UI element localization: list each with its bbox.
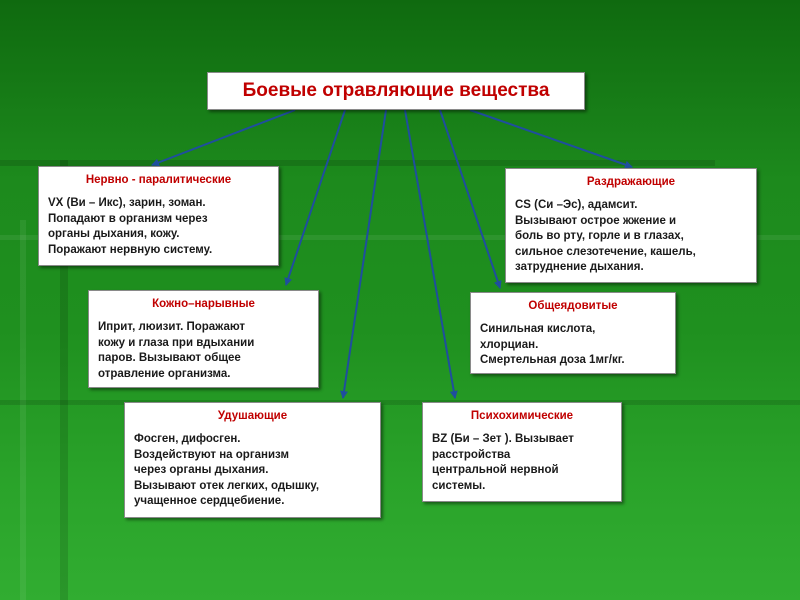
- category-heading: Общеядовитые: [528, 300, 618, 312]
- category-heading: Удушающие: [217, 410, 288, 422]
- main-title-box: [207, 72, 585, 110]
- category-box-blood-agent: [470, 292, 676, 374]
- arrow-to-irritant: [470, 110, 632, 167]
- category-description: CS (Си –Эс), адамсит. Вызывают острое жжение и боль во рту, горле и в глазах, сильное слезотечение, кашель, затруднение дыхания.: [515, 199, 696, 273]
- main-title: Боевые отравляющие вещества: [242, 80, 550, 101]
- category-description: Фосген, дифосген. Воздействуют на организм через органы дыхания. Вызывают отек легких, одышку, учащенное сердцебиение.: [134, 433, 320, 507]
- arrow-to-blister: [286, 110, 345, 285]
- arrow-to-psychochemical: [405, 110, 455, 398]
- category-box-nerve-paralytic: [38, 166, 279, 266]
- category-heading: Психохимические: [470, 410, 574, 422]
- category-box-blister: [88, 290, 319, 388]
- arrow-to-blood-agent: [440, 110, 500, 288]
- category-heading: Раздражающие: [586, 176, 676, 188]
- arrow-to-choking: [343, 110, 386, 398]
- category-heading: Кожно–нарывные: [152, 298, 255, 310]
- category-box-psychochemical: [422, 402, 622, 502]
- category-description: VX (Ви – Икс), зарин, зоман. Попадают в организм через органы дыхания, кожу. Поражают нервную систему.: [48, 197, 213, 256]
- category-description: Иприт, люизит. Поражают кожу и глаза при вдыхании паров. Вызывают общее отравление организма.: [98, 321, 255, 380]
- category-heading: Нервно - паралитические: [85, 174, 232, 186]
- category-box-choking: [124, 402, 381, 518]
- arrow-to-nerve-paralytic: [152, 110, 295, 165]
- category-description: Синильная кислота, хлорциан. Смертельная доза 1мг/кг.: [480, 323, 625, 366]
- category-box-irritant: [505, 168, 757, 283]
- category-description: BZ (Би – Зет ). Вызывает расстройства центральной нервной системы.: [432, 433, 574, 492]
